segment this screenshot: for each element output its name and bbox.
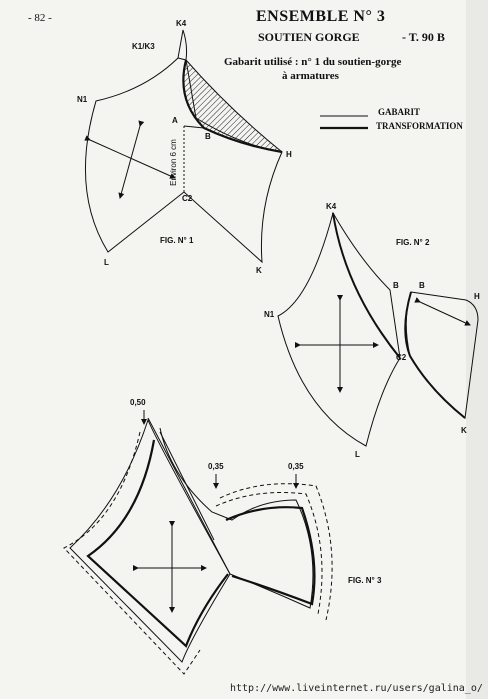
- fig2-label-l: L: [355, 450, 360, 459]
- fig2-label-h: H: [474, 292, 480, 301]
- fig3-drawing: [64, 410, 332, 674]
- page-title: ENSEMBLE N° 3: [256, 8, 386, 25]
- fig1-label-b: B: [205, 132, 211, 141]
- fig1-label-n1: N1: [77, 95, 88, 104]
- page-number: - 82 -: [28, 12, 52, 24]
- subtitle-left: SOUTIEN GORGE: [258, 30, 360, 44]
- fig2-label-c2: C2: [396, 353, 407, 362]
- template-note-line2: à armatures: [282, 70, 339, 82]
- fig1-label-k1k3: K1/K3: [132, 42, 155, 51]
- fig1-label-k: K: [256, 266, 262, 275]
- fig1-label-environ: Environ 6 cm: [168, 139, 178, 186]
- subtitle-right: - T. 90 B: [402, 30, 445, 44]
- fig3-label-035a: 0,35: [208, 462, 224, 471]
- fig1-label-h: H: [286, 150, 292, 159]
- template-note-line1: Gabarit utilisé : n° 1 du soutien-gorge: [224, 56, 402, 68]
- fig1-label-a: A: [172, 116, 178, 125]
- fig1-drawing: [85, 30, 282, 262]
- fig2-label-n1: N1: [264, 310, 275, 319]
- legend-transformation-label: TRANSFORMATION: [376, 121, 463, 131]
- fig3-label-050: 0,50: [130, 398, 146, 407]
- fig1-label-k4: K4: [176, 19, 187, 28]
- fig3-caption: FIG. N° 3: [348, 576, 382, 585]
- fig2-caption: FIG. N° 2: [396, 238, 430, 247]
- fig1-caption: FIG. N° 1: [160, 236, 194, 245]
- fig2-label-k: K: [461, 426, 467, 435]
- fig2-drawing: [278, 213, 478, 446]
- fig2-label-k4: K4: [326, 202, 337, 211]
- legend-gabarit-label: GABARIT: [378, 107, 421, 117]
- footer-url: http://www.liveinternet.ru/users/galina_o/: [230, 683, 483, 694]
- fig1-label-c2: C2: [182, 194, 193, 203]
- fig1-label-l: L: [104, 258, 109, 267]
- fig2-label-b2: B: [419, 281, 425, 290]
- fig3-label-035b: 0,35: [288, 462, 304, 471]
- fig2-label-b1: B: [393, 281, 399, 290]
